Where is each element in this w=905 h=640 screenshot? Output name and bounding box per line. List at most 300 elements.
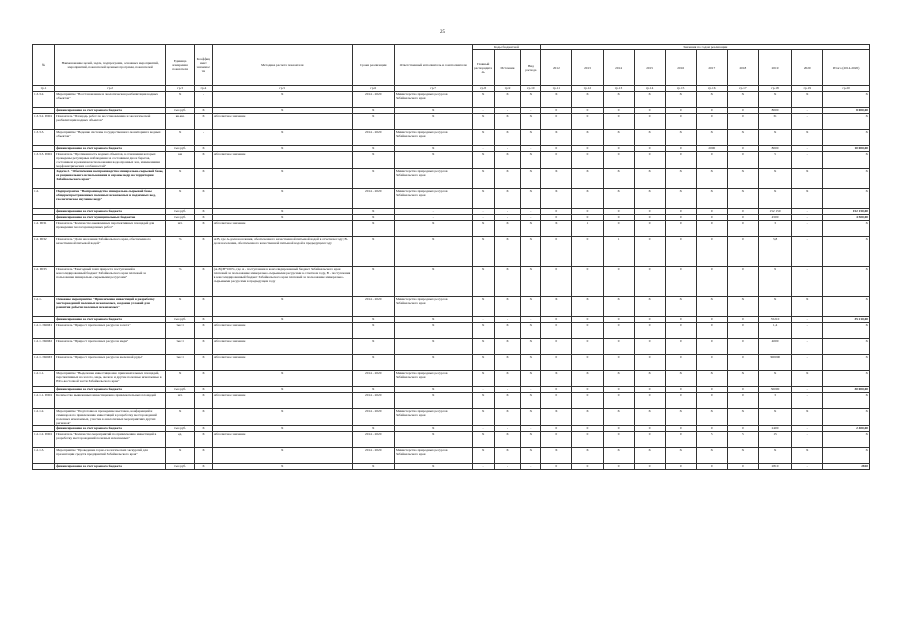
row-coef: -: [195, 92, 213, 108]
row-coef: X: [195, 152, 213, 169]
row-grbs: -: [472, 108, 494, 114]
row-year-value: 0: [541, 387, 572, 393]
row-year-value: 0: [696, 221, 727, 237]
table-row: [33, 237, 870, 267]
row-grbs: -: [472, 209, 494, 215]
table-row: [33, 92, 870, 108]
row-method: X: [212, 387, 352, 393]
row-year-value: X: [758, 189, 791, 209]
row-executor: -: [394, 215, 472, 221]
row-year-value: 0: [665, 237, 696, 267]
header-year: 2019: [758, 50, 791, 86]
row-year-value: 1,4: [758, 323, 791, 339]
row-year-value: 0: [603, 393, 634, 409]
row-unit: X: [166, 409, 195, 426]
row-number: 1.2. ПП2: [33, 237, 55, 267]
row-unit: шт.: [166, 221, 195, 237]
row-year-value: 0: [572, 152, 603, 169]
row-year-value: 0: [727, 317, 758, 323]
row-executor: Министерство природных ресурсов Забайкальского края: [394, 130, 472, 146]
row-year-value: 2810: [758, 464, 791, 470]
row-source: X: [494, 267, 521, 297]
row-year-value: 30000: [758, 387, 791, 393]
row-year-value: 0: [727, 237, 758, 267]
row-year-value: 0: [603, 146, 634, 152]
row-year-value: 2400: [758, 426, 791, 432]
row-year-value: 0: [541, 114, 572, 130]
col-number: гр.13: [603, 86, 634, 92]
row-year-value: X: [603, 189, 634, 209]
col-number: гр.5: [212, 86, 352, 92]
row-period: X: [352, 355, 394, 371]
header-year: 2012: [541, 50, 572, 86]
row-year-value: 0: [572, 432, 603, 448]
row-year-value: X: [634, 371, 665, 387]
row-year-value: 0: [665, 114, 696, 130]
row-coef: X: [195, 215, 213, 221]
row-year-value: -: [792, 221, 823, 237]
row-source: X: [494, 130, 521, 146]
row-coef: X: [195, 371, 213, 387]
row-year-value: -: [792, 339, 823, 355]
table-row: [33, 114, 870, 130]
row-unit: X: [166, 130, 195, 146]
row-year-value: 0: [603, 221, 634, 237]
row-year-value: 4000: [758, 339, 791, 355]
row-year-value: 0: [541, 426, 572, 432]
row-year-code: X: [521, 237, 541, 267]
row-unit: тыс.руб.: [166, 317, 195, 323]
row-year-value: 0: [665, 339, 696, 355]
row-year-value: -: [792, 215, 823, 221]
header-budget-codes: Коды бюджетной: [472, 45, 541, 50]
row-method: Абсолютное значение: [212, 355, 352, 371]
row-year-value: -: [792, 114, 823, 130]
row-coef: X: [195, 339, 213, 355]
row-year-value: X: [758, 297, 791, 317]
row-year-value: 0: [665, 323, 696, 339]
row-number: 1.2.1.1. ПМ1: [33, 393, 55, 409]
col-number: гр.19: [792, 86, 823, 92]
row-year-code: X: [521, 448, 541, 464]
row-year-value: 0: [541, 152, 572, 169]
row-coef: X: [195, 237, 213, 267]
row-year-value: 0: [634, 323, 665, 339]
row-year-value: X: [758, 130, 791, 146]
row-source: -: [494, 387, 521, 393]
row-year-code: X: [521, 297, 541, 317]
row-grbs: X: [472, 432, 494, 448]
row-year-value: 0: [603, 317, 634, 323]
row-name: Мероприятие "Восстановление и экологическая реабилитация водных объектов": [55, 92, 166, 108]
row-year-value: 0: [727, 426, 758, 432]
row-name: Мероприятие "Ведение системы государственного мониторинга водных объектов": [55, 130, 166, 146]
row-period: X: [352, 267, 394, 297]
col-number: гр.3: [166, 86, 195, 92]
row-year-value: X: [696, 169, 727, 189]
row-name: Основное мероприятие "Привлечение инвестиций в разработку месторождений полезных ископаемых, создание условий для развития добычи полезных ископаемых": [55, 297, 166, 317]
row-year-value: 0: [541, 146, 572, 152]
row-name: Показатель "Протяженность водных объектов, в отношении которых проведены регулярные наблюдения за состоянием дна и берегов, состоянием и режимом использования водоохранных зон, изменениями морфометрических особенностей": [55, 152, 166, 169]
row-year-value: 0: [603, 432, 634, 448]
row-year-value: 0: [727, 393, 758, 409]
financing-row: [33, 464, 870, 470]
row-executor: X: [394, 355, 472, 371]
col-number: гр.12: [572, 86, 603, 92]
header-year: 2013: [572, 50, 603, 86]
row-year-value: X: [634, 92, 665, 108]
row-year-value: 0: [665, 432, 696, 448]
row-period: X: [352, 387, 394, 393]
row-year-value: 5: [696, 432, 727, 448]
page-number: 25: [440, 30, 445, 35]
row-total: 152 150,00: [823, 209, 870, 215]
row-year-value: X: [727, 92, 758, 108]
row-source: X: [494, 371, 521, 387]
header-year: 2014: [603, 50, 634, 86]
row-executor: X: [394, 393, 472, 409]
row-coef: X: [195, 146, 213, 152]
row-year-value: X: [727, 297, 758, 317]
row-year-code: -: [521, 215, 541, 221]
row-year-value: 0: [727, 464, 758, 470]
row-year-value: X: [792, 409, 823, 426]
row-total: X: [823, 114, 870, 130]
row-year-value: 0: [541, 215, 572, 221]
row-executor: -: [394, 209, 472, 215]
row-year-value: -: [792, 464, 823, 470]
row-coef: X: [195, 355, 213, 371]
row-coef: X: [195, 221, 213, 237]
row-method: Абсолютное значение: [212, 221, 352, 237]
row-unit: %: [166, 237, 195, 267]
header-year: 2015: [634, 50, 665, 86]
row-year-value: 0: [603, 215, 634, 221]
row-unit: ед.: [166, 432, 195, 448]
row-name: Показатель "Площадь работ по восстановлению и экологической реабилитации водных объектов": [55, 114, 166, 130]
row-method: Абсолютное значение: [212, 339, 352, 355]
col-number: гр.2: [55, 86, 166, 92]
row-grbs: X: [472, 409, 494, 426]
row-grbs: X: [472, 114, 494, 130]
row-executor: X: [394, 221, 472, 237]
row-unit: тыс.руб.: [166, 146, 195, 152]
header-method: Методика расчета показателя: [212, 45, 352, 86]
row-year-value: 0: [603, 323, 634, 339]
task-row: [33, 169, 870, 189]
row-year-value: 3,8: [758, 237, 791, 267]
row-year-value: 9: [758, 267, 791, 297]
row-executor: X: [394, 267, 472, 297]
row-year-value: 0: [572, 387, 603, 393]
row-year-code: X: [521, 221, 541, 237]
row-year-value: 0: [727, 108, 758, 114]
row-source: X: [494, 339, 521, 355]
row-executor: X: [394, 237, 472, 267]
task-row: [33, 297, 870, 317]
header-coef: Коэффициент значимости: [195, 45, 213, 86]
row-period: X: [352, 114, 394, 130]
row-year-code: X: [521, 189, 541, 209]
row-number: 1.3.3.2.: [33, 92, 55, 108]
table-row: [33, 323, 870, 339]
row-year-value: 0: [727, 387, 758, 393]
row-year-value: 0: [634, 432, 665, 448]
table-row: [33, 152, 870, 169]
row-year-code: X: [521, 169, 541, 189]
row-name: Показатель "Ежегодный темп прироста поступлений в консолидированный бюджет Забайкальского края платежей за пользование минерально-сырьевыми ресурсами": [55, 267, 166, 297]
row-year-code: X: [521, 371, 541, 387]
row-unit: %: [166, 267, 195, 297]
table-row: [33, 267, 870, 297]
row-method: X: [212, 464, 352, 470]
row-method: X: [212, 130, 352, 146]
row-name: финансирование за счет краевого бюджета: [55, 426, 166, 432]
row-period: 2014 - 2020: [352, 189, 394, 209]
row-period: X: [352, 323, 394, 339]
row-method: Абсолютное значение: [212, 152, 352, 169]
row-year-value: 0: [696, 323, 727, 339]
row-year-value: 0: [665, 267, 696, 297]
row-year-value: 0: [665, 146, 696, 152]
row-year-value: X: [603, 371, 634, 387]
row-total: 8 000,00: [823, 108, 870, 114]
header-year: 2017: [696, 50, 727, 86]
row-year-value: X: [665, 409, 696, 426]
row-period: 2014 - 2020: [352, 393, 394, 409]
row-period: X: [352, 464, 394, 470]
row-executor: X: [394, 317, 472, 323]
row-year-value: 0: [572, 426, 603, 432]
row-period: 2014 - 2020: [352, 448, 394, 464]
row-coef: X: [195, 209, 213, 215]
row-executor: Министерство природных ресурсов Забайкальского края: [394, 92, 472, 108]
row-year-value: 0: [572, 146, 603, 152]
row-method: X: [212, 146, 352, 152]
row-number: 1.2.1. ПОМ3: [33, 355, 55, 371]
row-year-value: 0: [696, 387, 727, 393]
row-coef: X: [195, 189, 213, 209]
row-year-value: X: [696, 130, 727, 146]
row-year-value: X: [665, 371, 696, 387]
row-year-value: 3: [758, 221, 791, 237]
row-number: 1.2. ПП3: [33, 267, 55, 297]
col-number: гр.11: [541, 86, 572, 92]
row-coef: X: [195, 169, 213, 189]
row-executor: Министерство природных ресурсов Забайкальского края: [394, 371, 472, 387]
row-grbs: X: [472, 237, 494, 267]
row-year-value: 0: [665, 426, 696, 432]
row-year-value: X: [727, 130, 758, 146]
table-body: [33, 86, 870, 470]
row-year-code: X: [521, 393, 541, 409]
row-year-code: X: [521, 432, 541, 448]
row-executor: X: [394, 339, 472, 355]
row-grbs: -: [472, 387, 494, 393]
row-source: X: [494, 92, 521, 108]
header-year: 2018: [727, 50, 758, 86]
row-method: (А-В)/В*100%, где А - поступления в консолидированный бюджет Забайкальского края платежей за пользование минерально-сырьевыми ресурсами в отчетном году, В - поступления в консолидированный бюджет Забайкальского края платежей за пользование минерально-сырьевыми ресурсами в предыдущем году: [212, 267, 352, 297]
row-name: Показатель "Прирост прогнозных ресурсов золота": [55, 323, 166, 339]
row-year-value: 0: [665, 387, 696, 393]
row-year-value: 0: [665, 152, 696, 169]
row-year-value: 31: [758, 114, 791, 130]
row-year-value: 0: [541, 108, 572, 114]
row-unit: тыс.т: [166, 355, 195, 371]
col-number: гр.14: [634, 86, 665, 92]
row-year-value: 0: [541, 267, 572, 297]
col-number: гр.9: [494, 86, 521, 92]
row-year-value: X: [572, 189, 603, 209]
col-number: гр.17: [727, 86, 758, 92]
row-unit: тыс.руб.: [166, 215, 195, 221]
row-year-value: -: [792, 387, 823, 393]
row-number: 1.2.1.1.: [33, 371, 55, 387]
row-executor: Министерство природных ресурсов Забайкальского края: [394, 448, 472, 464]
row-name: Количество выявленных инвестиционно привлекательных площадей: [55, 393, 166, 409]
row-year-value: 0: [541, 432, 572, 448]
row-year-value: 0: [696, 108, 727, 114]
row-year-value: -: [792, 152, 823, 169]
row-total: X: [823, 393, 870, 409]
row-coef: X: [195, 464, 213, 470]
row-year-value: 0: [572, 393, 603, 409]
row-year-value: 2000: [696, 146, 727, 152]
row-year-value: 0: [603, 209, 634, 215]
row-coef: X: [195, 393, 213, 409]
row-total: 4 500,00: [823, 215, 870, 221]
row-source: -: [494, 317, 521, 323]
header-name: Наименование целей, задач, подпрограмм, основных мероприятий, мероприятий, показателей целевых программ, показателей: [55, 45, 166, 86]
header-num: №: [33, 45, 55, 86]
row-year-value: 8000: [758, 108, 791, 114]
row-year-value: X: [634, 297, 665, 317]
row-year-code: X: [521, 130, 541, 146]
row-coef: X: [195, 387, 213, 393]
row-method: Абсолютное значение: [212, 323, 352, 339]
header-year: 2020: [792, 50, 823, 86]
row-coef: X: [195, 426, 213, 432]
row-executor: Министерство природных ресурсов Забайкальского края: [394, 169, 472, 189]
row-year-value: X: [758, 169, 791, 189]
row-year-value: 0: [634, 464, 665, 470]
row-grbs: X: [472, 323, 494, 339]
row-year-value: 0: [572, 317, 603, 323]
row-year-value: X: [665, 189, 696, 209]
row-year-value: 152 150: [758, 209, 791, 215]
row-year-value: X: [572, 297, 603, 317]
col-number: гр.18: [758, 86, 791, 92]
row-source: -: [494, 426, 521, 432]
row-year-value: X: [696, 371, 727, 387]
row-executor: X: [394, 464, 472, 470]
row-number: 1.3.3.2. ПМ1: [33, 114, 55, 130]
row-year-code: X: [521, 409, 541, 426]
row-period: X: [352, 209, 394, 215]
row-year-value: X: [665, 169, 696, 189]
header-year: 2016: [665, 50, 696, 86]
row-year-value: 0: [696, 215, 727, 221]
row-year-value: X: [634, 448, 665, 464]
row-source: -: [494, 209, 521, 215]
row-year-value: 8000: [758, 146, 791, 152]
row-year-value: X: [696, 448, 727, 464]
row-year-value: 0: [572, 209, 603, 215]
row-grbs: X: [472, 297, 494, 317]
row-grbs: X: [472, 92, 494, 108]
row-total: X: [823, 221, 870, 237]
row-method: Абсолютное значение: [212, 393, 352, 409]
row-total: 35 210,00: [823, 317, 870, 323]
row-year-value: 0: [665, 317, 696, 323]
row-year-value: 0: [696, 464, 727, 470]
row-year-value: X: [758, 92, 791, 108]
row-year-value: 0: [727, 209, 758, 215]
row-name: финансирование за счет краевого бюджета: [55, 146, 166, 152]
row-year-value: 0: [696, 317, 727, 323]
row-year-value: 0: [603, 355, 634, 371]
row-year-value: X: [572, 130, 603, 146]
row-period: 2014 - 2020: [352, 297, 394, 317]
row-unit: шт.: [166, 393, 195, 409]
row-number: [33, 169, 55, 189]
row-total: 2810: [823, 464, 870, 470]
row-coef: X: [195, 114, 213, 130]
row-executor: X: [394, 152, 472, 169]
col-number: гр.8: [472, 86, 494, 92]
row-year-code: X: [521, 267, 541, 297]
row-year-value: X: [634, 169, 665, 189]
row-year-value: X: [665, 130, 696, 146]
row-total: X: [823, 339, 870, 355]
row-year-value: 0: [572, 108, 603, 114]
row-year-value: X: [758, 371, 791, 387]
row-year-value: 0: [634, 114, 665, 130]
row-number: 1.2.1.: [33, 297, 55, 317]
row-grbs: X: [472, 371, 494, 387]
row-grbs: X: [472, 393, 494, 409]
row-year-value: X: [634, 189, 665, 209]
row-year-value: X: [792, 371, 823, 387]
row-year-value: 35210: [758, 317, 791, 323]
header-total: Итого (2014-2020): [823, 50, 870, 86]
row-year-value: X: [541, 448, 572, 464]
row-period: X: [352, 169, 394, 189]
row-year-code: X: [521, 92, 541, 108]
row-year-value: 0: [603, 152, 634, 169]
row-coef: X: [195, 323, 213, 339]
row-year-code: X: [521, 114, 541, 130]
row-name: Подпрограмма "Воспроизводство минерально-сырьевой базы общераспространенных полезных ископаемых и подземных вод, геологическое изучение недр": [55, 189, 166, 209]
row-year-value: -: [792, 108, 823, 114]
row-name: Показатель "Количество мероприятий по привлечению инвестиций в разработку месторождений полезных ископаемых": [55, 432, 166, 448]
header-values-title: Значения по годам реализации: [541, 45, 870, 50]
row-total: X: [823, 130, 870, 146]
row-number: 1.2.1.2. ПМ1: [33, 432, 55, 448]
row-year-value: -: [792, 355, 823, 371]
table-row: [33, 448, 870, 464]
row-source: X: [494, 237, 521, 267]
row-year-value: 0: [541, 339, 572, 355]
row-year-value: -: [792, 426, 823, 432]
row-year-value: 0: [727, 215, 758, 221]
row-total: X: [823, 355, 870, 371]
row-year-code: X: [521, 323, 541, 339]
table-row: [33, 130, 870, 146]
row-year-value: 0: [634, 267, 665, 297]
row-executor: X: [394, 108, 472, 114]
row-year-value: X: [572, 448, 603, 464]
